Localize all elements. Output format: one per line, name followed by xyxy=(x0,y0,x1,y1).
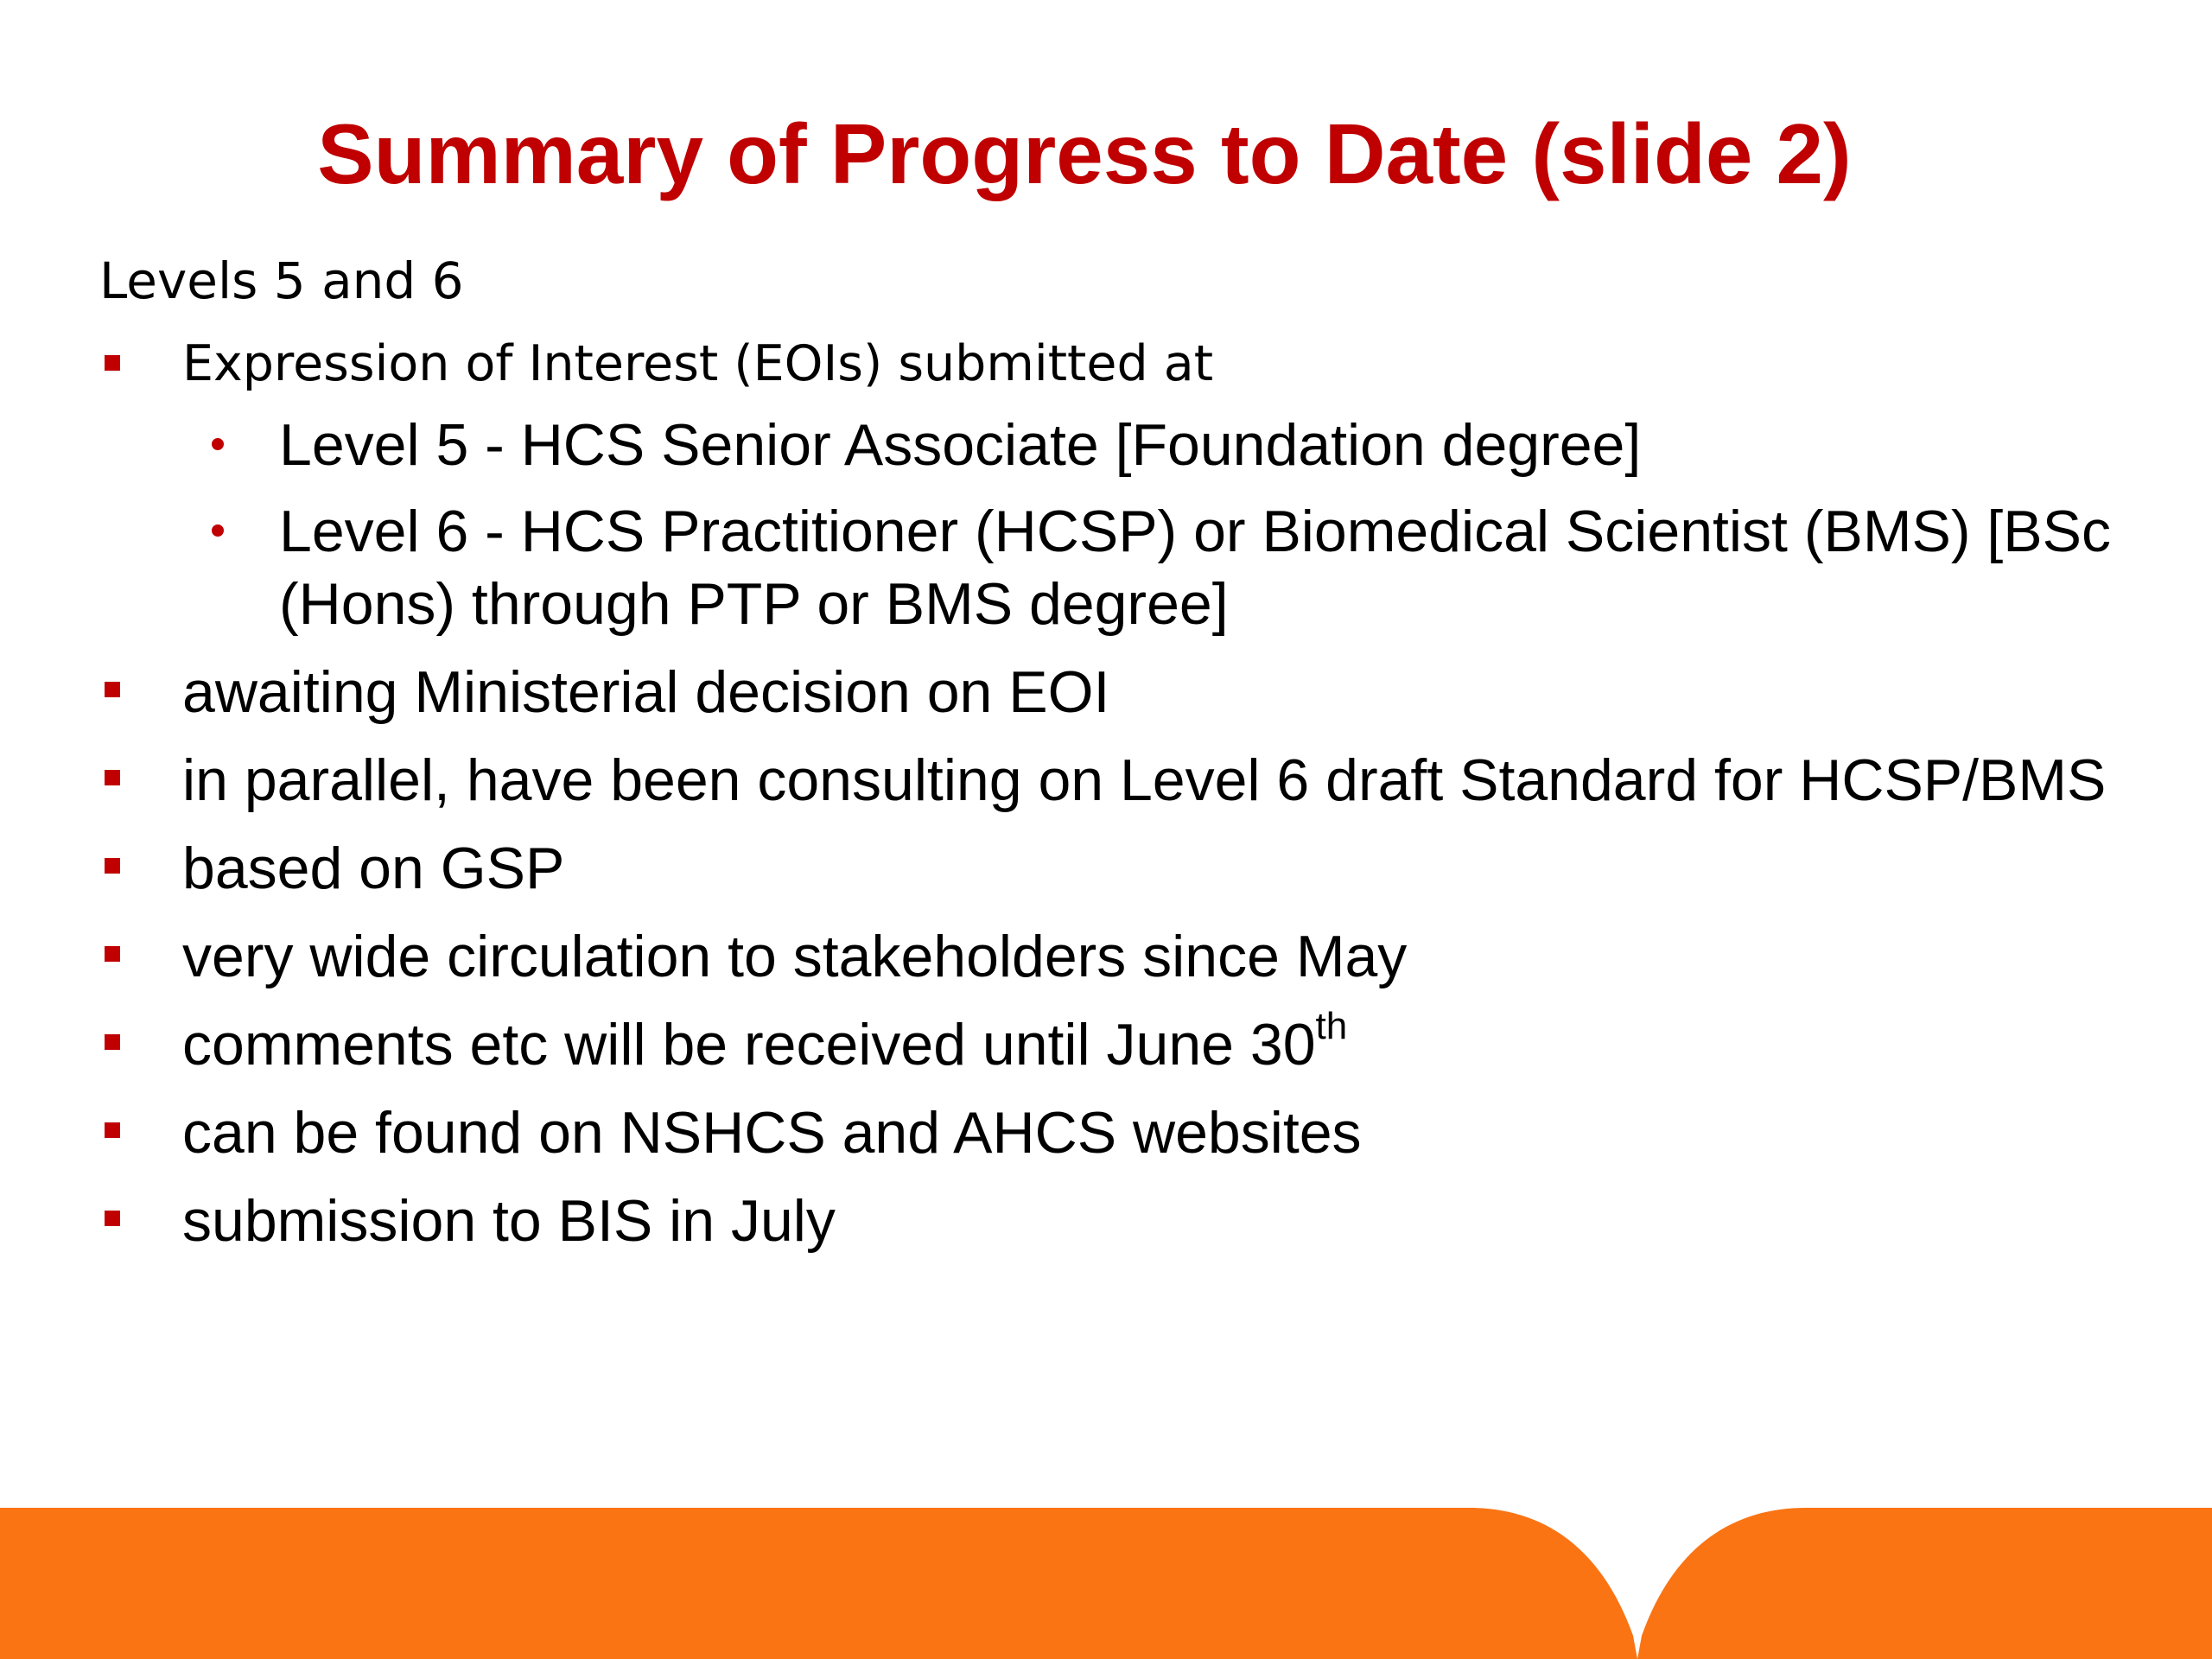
bullet-text: Expression of Interest (EOIs) submitted at xyxy=(182,335,1214,392)
square-bullet-icon xyxy=(105,355,120,371)
bullet-text: can be found on NSHCS and AHCS websites xyxy=(182,1100,1362,1166)
square-bullet-icon xyxy=(105,1034,120,1050)
bullet-item xyxy=(99,1005,2113,1081)
bullet-item xyxy=(99,1185,2113,1257)
sub-bullet-list xyxy=(99,409,2113,640)
sub-bullet-item xyxy=(99,495,2113,640)
square-bullet-icon xyxy=(105,858,120,874)
round-bullet-icon xyxy=(212,524,224,537)
superscript-suffix: th xyxy=(1315,1005,1348,1048)
square-bullet-icon xyxy=(105,1211,120,1226)
bullet-item xyxy=(99,744,2113,817)
bullet-item xyxy=(99,1096,2113,1169)
bullet-item xyxy=(99,329,2113,398)
sub-bullet-item xyxy=(99,409,2113,481)
bullet-text: very wide circulation to stakeholders since May xyxy=(182,924,1408,989)
sub-bullet-text: Level 5 - HCS Senior Associate [Foundation degree] xyxy=(279,412,1642,478)
footer-band xyxy=(0,1508,2212,1659)
bullet-text: in parallel, have been consulting on Level 6 draft Standard for HCSP/BMS xyxy=(182,747,2107,813)
slide-content xyxy=(99,246,2113,1273)
section-label: Levels 5 and 6 xyxy=(99,251,464,310)
square-bullet-icon xyxy=(105,682,120,697)
round-bullet-icon xyxy=(212,438,224,450)
bullet-text: awaiting Ministerial decision on EOI xyxy=(182,659,1110,725)
square-bullet-icon xyxy=(105,946,120,962)
sub-bullet-text: Level 6 - HCS Practitioner (HCSP) or Biomedical Scientist (BMS) [BSc (Hons) through PTP or BMS degree] xyxy=(279,499,2111,637)
bullet-text: comments etc will be received until June 30 xyxy=(182,1012,1316,1077)
slide-title: Summary of Progress to Date (slide 2) xyxy=(317,106,1852,201)
bullet-item xyxy=(99,832,2113,905)
bullet-item xyxy=(99,656,2113,728)
bullet-text: submission to BIS in July xyxy=(182,1188,836,1254)
footer-band-shape xyxy=(0,1508,2212,1659)
bullet-item xyxy=(99,920,2113,993)
square-bullet-icon xyxy=(105,770,120,785)
bullet-text: based on GSP xyxy=(182,836,565,901)
square-bullet-icon xyxy=(105,1122,120,1138)
